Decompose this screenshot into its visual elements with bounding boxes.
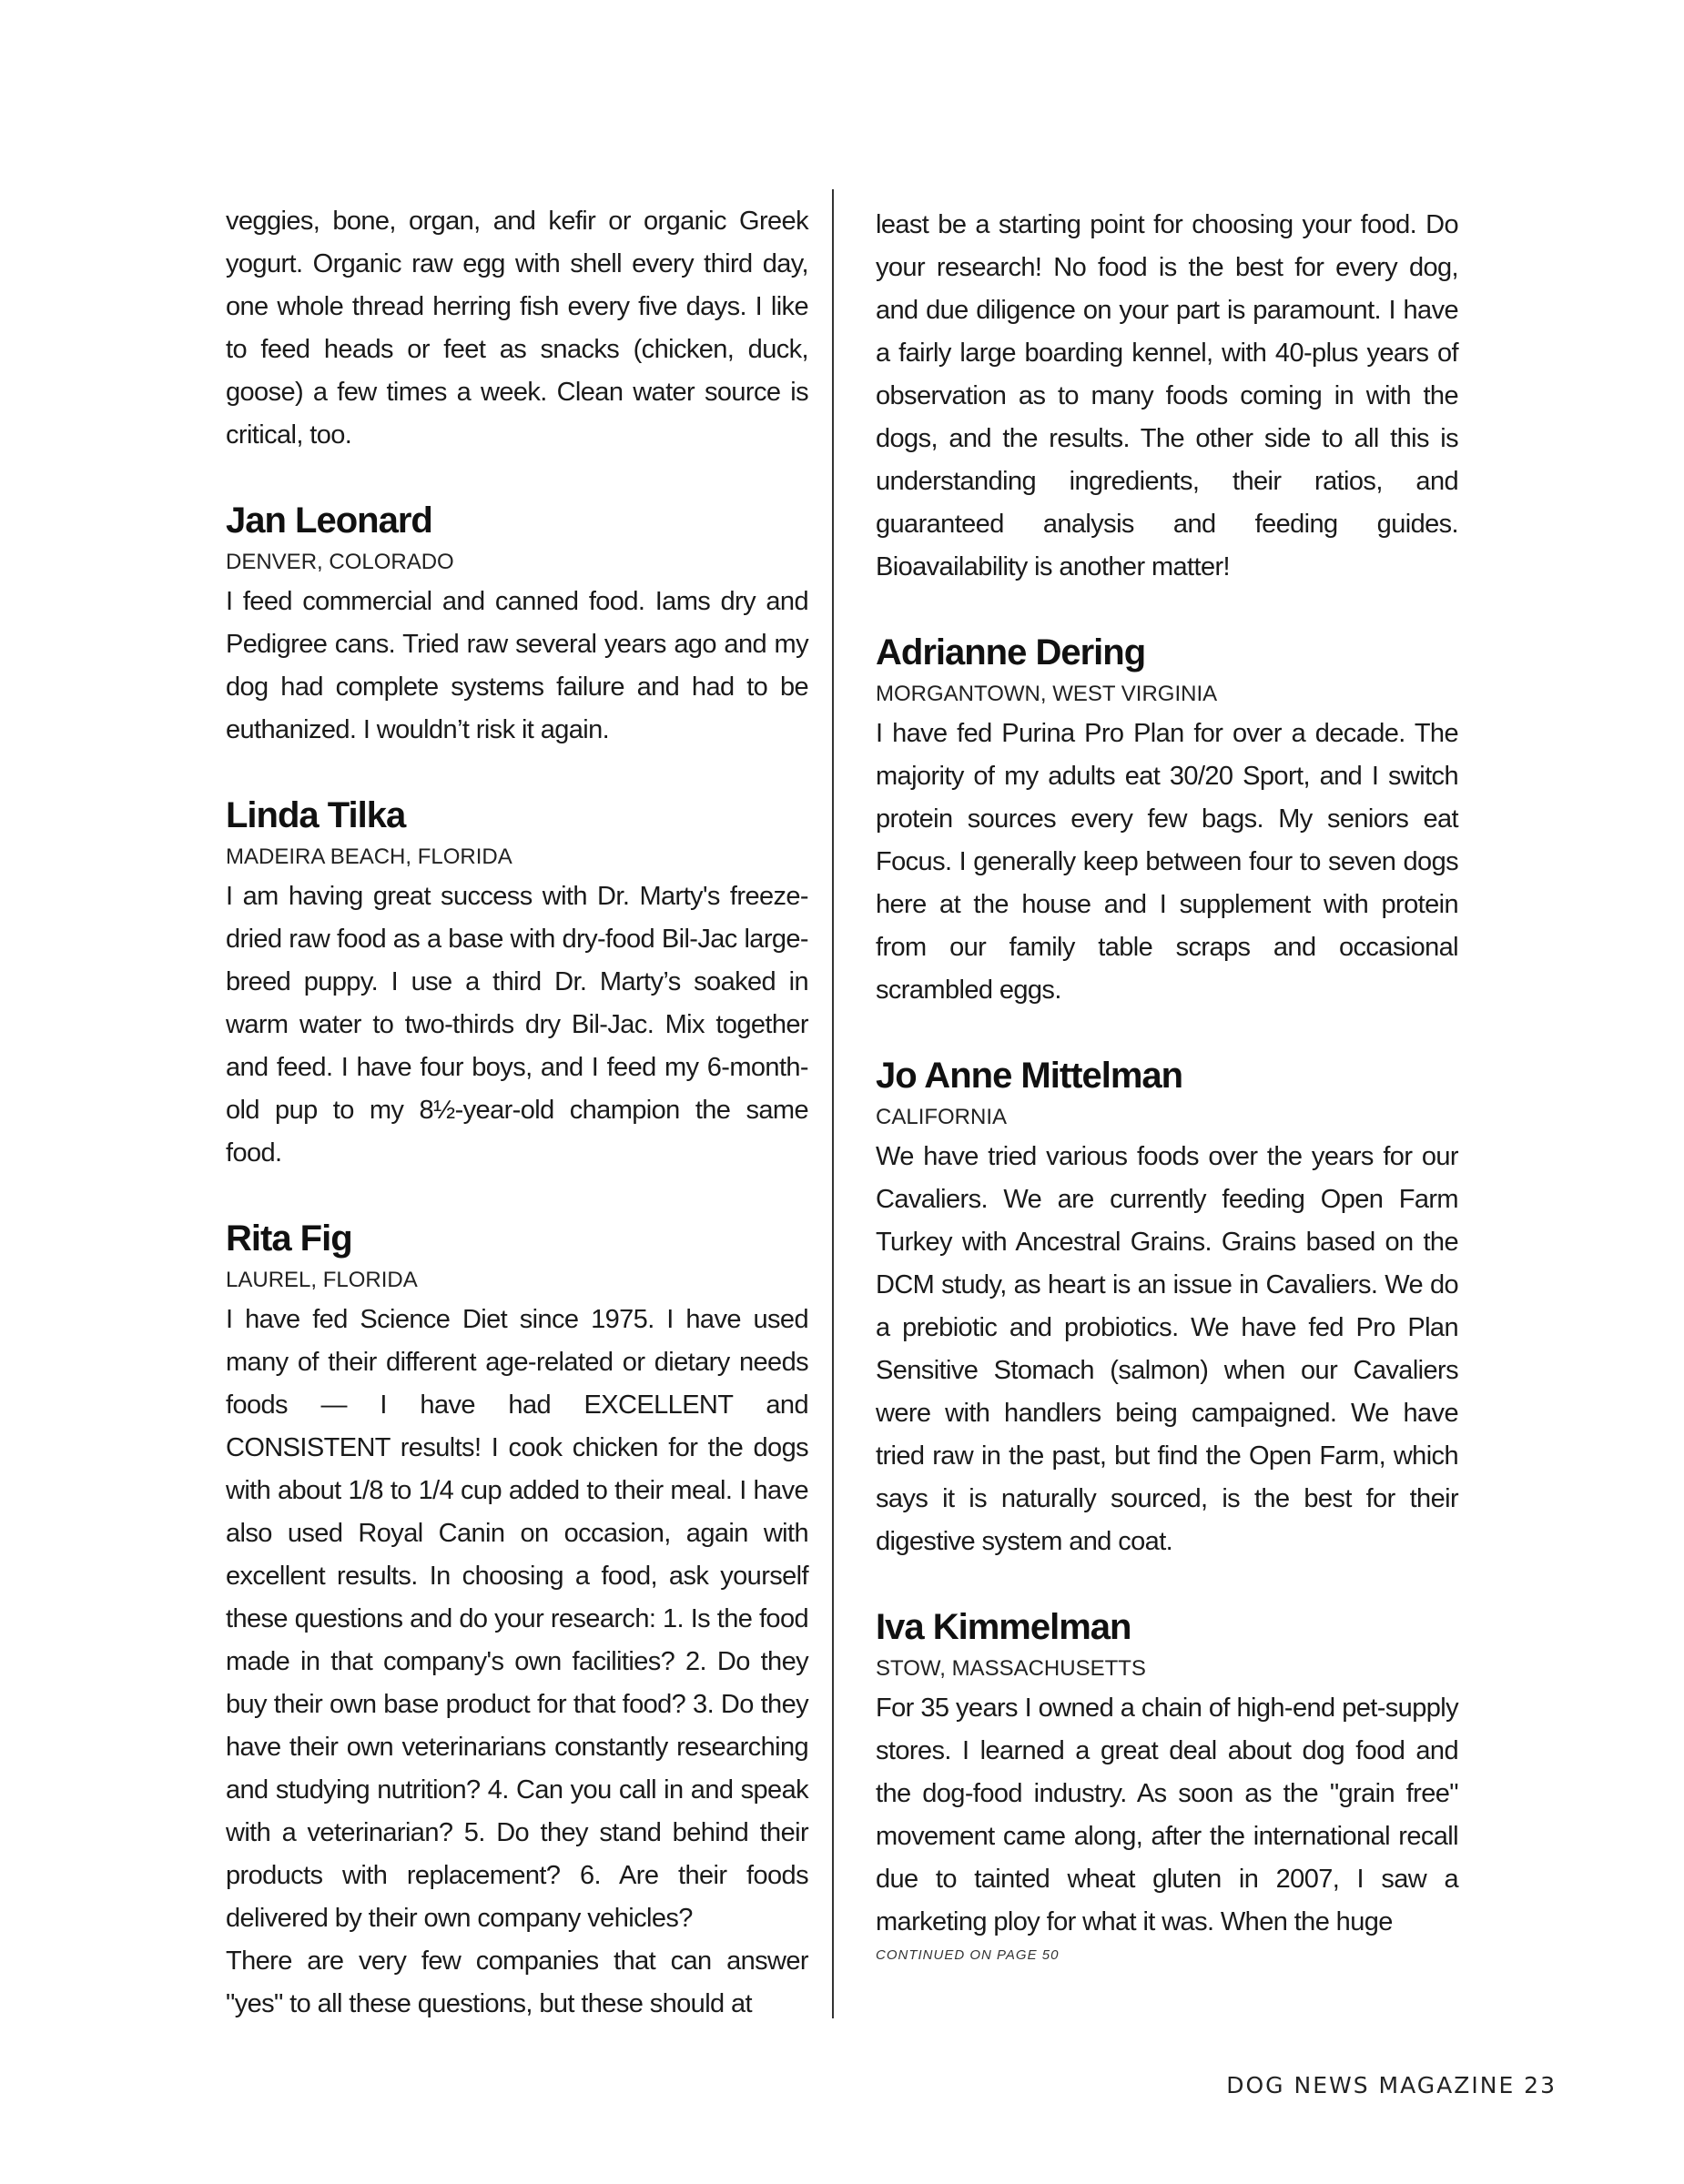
letter-entry	[226, 499, 808, 752]
letter-body: We have tried various foods over the years for our Cavaliers. We are currently feeding Open Farm Turkey with Ancestral Grains. Grains based on the DCM study, as heart is an issue in Cavaliers. We do a prebiotic and probiotics. We have fed Pro Plan Sensitive Stomach (salmon) when our Cavaliers were with handlers being campaigned. We have tried raw in the past, but find the Open Farm, which says it is naturally sourced, is the best for their digestive system and coat.	[876, 1142, 1458, 1556]
intro-paragraph: least be a starting point for choosing your food. Do your research! No food is the best for every dog, and due diligence on your part is paramount. I have a fairly large boarding kennel, with 40-plus years of observation as to many foods coming in with the dogs, and the results. The other side to all this is understanding ingredients, their ratios, and guaranteed analysis and feeding guides. Bioavailability is another matter!	[876, 210, 1458, 581]
left-column	[226, 200, 808, 2026]
author-name: Jo Anne Mittelman	[876, 1056, 1183, 1096]
page-footer: DOG NEWS MAGAZINE 23	[1226, 2072, 1557, 2098]
letter-body: I feed commercial and canned food. Iams dry and Pedigree cans. Tried raw several years ago and my dog had complete systems failure and had to be euthanized. I wouldn’t risk it again.	[226, 587, 808, 744]
continued-note: CONTINUED ON PAGE 50	[876, 1947, 1060, 1963]
author-location: LAUREL, FLORIDA	[226, 1268, 418, 1292]
author-name: Jan Leonard	[226, 500, 432, 541]
author-name: Adrianne Dering	[876, 632, 1146, 672]
column-divider	[832, 189, 834, 2018]
letter-body: For 35 years I owned a chain of high-end pet-supply stores. I learned a great deal about dog food and the dog-food industry. As soon as the "grain free" movement came along, after the international recall due to tainted wheat gluten in 2007, I saw a marketing ploy for what it was. When the huge	[876, 1694, 1458, 1936]
letter-entry	[226, 1217, 808, 2026]
letter-entry	[876, 1054, 1458, 1563]
letter-entry	[226, 794, 808, 1175]
right-column	[876, 204, 1458, 1963]
author-location: CALIFORNIA	[876, 1105, 1008, 1129]
author-location: MORGANTOWN, WEST VIRGINIA	[876, 682, 1218, 706]
author-name: Linda Tilka	[226, 795, 406, 835]
letter-body: I have fed Purina Pro Plan for over a decade. The majority of my adults eat 30/20 Sport, and I switch protein sources every few bags. My seniors eat Focus. I generally keep between four to seven dogs here at the house and I supplement with protein from our family table scraps and occasional scrambled eggs.	[876, 719, 1458, 1005]
author-location: MADEIRA BEACH, FLORIDA	[226, 844, 512, 869]
author-location: DENVER, COLORADO	[226, 550, 454, 574]
author-name: Rita Fig	[226, 1218, 352, 1259]
letter-entry	[876, 1605, 1458, 1944]
letter-body: I am having great success with Dr. Marty's freeze-dried raw food as a base with dry-food Bil-Jac large-breed puppy. I use a third Dr. Marty’s soaked in warm water to two-thirds dry Bil-Jac. Mix together and feed. I have four boys, and I feed my 6-month-old pup to my 8½-year-old champion the same food.	[226, 882, 808, 1168]
letter-body-continued: There are very few companies that can answer "yes" to all these questions, but these should at	[226, 1946, 808, 2018]
author-location: STOW, MASSACHUSETTS	[876, 1656, 1146, 1681]
letter-body: I have fed Science Diet since 1975. I have used many of their different age-related or dietary needs foods — I have had EXCELLENT and CONSISTENT results! I cook chicken for the dogs with about 1/8 to 1/4 cup added to their meal. I have also used Royal Canin on occasion, again with excellent results. In choosing a food, ask yourself these questions and do your research: 1. Is the food made in that company's own facilities? 2. Do they buy their own base product for that food? 3. Do they have their own veterinarians constantly researching and studying nutrition? 4. Can you call in and speak with a veterinarian? 5. Do they stand behind their products with replacement? 6. Are their foods delivered by their own company vehicles?	[226, 1305, 808, 1933]
author-name: Iva Kimmelman	[876, 1607, 1131, 1647]
intro-paragraph: veggies, bone, organ, and kefir or organic Greek yogurt. Organic raw egg with shell every third day, one whole thread herring fish every five days. I like to feed heads or feet as snacks (chicken, duck, goose) a few times a week. Clean water source is critical, too.	[226, 207, 808, 450]
letter-entry	[876, 631, 1458, 1012]
